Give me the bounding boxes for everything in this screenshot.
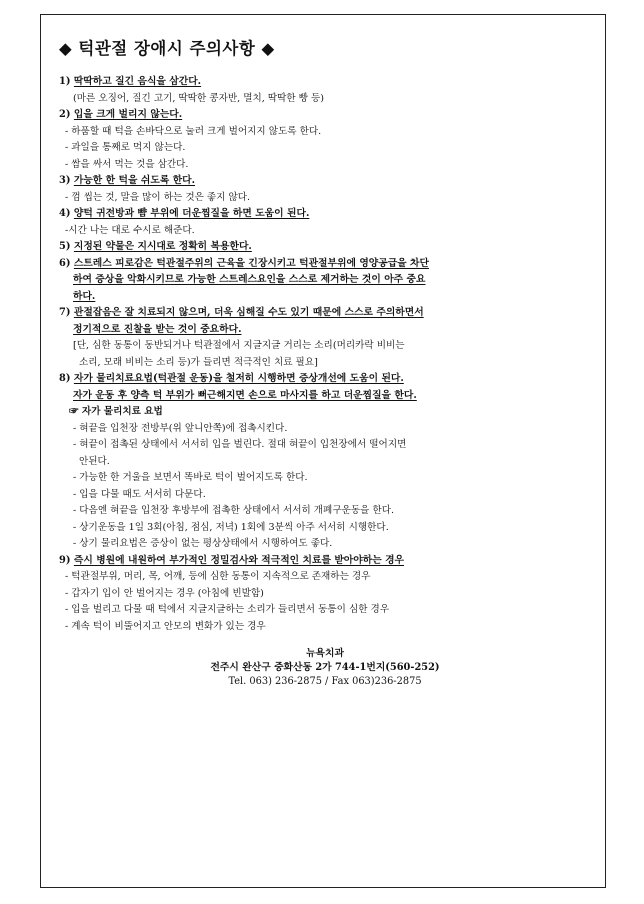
clinic-contact: Tel. 063) 236-2875 / Fax 063)236-2875 [228, 676, 422, 687]
item-8-heading: 8) 자가 물리치료요법(턱관절 운동)을 철저히 시행하면 증상개선에 도움이 된다. [59, 373, 404, 384]
item-7-note-1: [단, 심한 동통이 동반되거나 턱관절에서 지글지글 거리는 소리(머리카락 비비는 [73, 340, 405, 351]
item-3-detail: - 껌 씹는 것, 말을 많이 하는 것은 좋지 않다. [65, 191, 251, 203]
item-8-step-4: - 입을 다물 때도 서서히 다문다. [73, 488, 206, 500]
item-2-detail-1: - 하품할 때 턱을 손바닥으로 눌러 크게 벌어지지 않도록 한다. [65, 125, 322, 137]
document-frame [40, 14, 606, 888]
item-2-heading: 2) 입을 크게 벌리지 않는다. [59, 109, 183, 120]
clinic-name: 뉴욕치과 [306, 648, 344, 659]
item-8-step-6: - 상기운동을 1일 3회(아침, 점심, 저녁) 1회에 3분씩 아주 서서히 시행한다. [73, 521, 389, 533]
item-2-detail-2: - 과일을 통째로 먹지 않는다. [65, 142, 186, 153]
item-9-detail-2: - 갑자기 입이 안 벌어지는 경우 (아침에 빈발함) [65, 587, 264, 599]
item-6-heading: 6) 스트레스 피로감은 턱관절주위의 근육을 긴장시키고 턱관절부위에 영양공급을 차단 [59, 257, 429, 269]
item-1-detail: (마른 오징어, 질긴 고기, 딱딱한 콩자반, 멸치, 딱딱한 빵 등) [73, 92, 325, 104]
item-8-heading-cont: 자가 운동 후 양측 턱 부위가 뻐근해지면 손으로 마사지를 하고 더운찜질을 한다. [73, 389, 417, 401]
clinic-address: 전주시 완산구 중화산동 2가 744-1번지(560-252) [210, 662, 440, 673]
clinic-footer [59, 647, 591, 689]
item-7-note-2: 소리, 모래 비비는 소리 등)가 들리면 적극적인 치료 필요] [79, 356, 318, 368]
item-7-heading: 7) 관절잡음은 잘 치료되지 않으며, 더욱 심해질 수도 있기 때문에 스스로 주의하면서 [59, 307, 424, 318]
item-8-step-2-cont: 안된다. [79, 455, 110, 467]
item-9-detail-3: - 입을 벌리고 다물 때 턱에서 지글지글하는 소리가 들리면서 동통이 심한 경우 [65, 604, 390, 615]
item-8-step-3: - 가능한 한 거울을 보면서 똑바로 턱이 벌어지도록 한다. [73, 472, 308, 483]
item-1-heading: 1) 딱딱하고 질긴 음식을 삼간다. [59, 76, 202, 87]
document-title: ◆ 턱관절 장애시 주의사항 ◆ [59, 39, 275, 58]
item-6-heading-cont-2: 하다. [73, 290, 96, 302]
item-8-step-5: - 다음엔 혀끝을 입천장 후방부에 접촉한 상태에서 서서히 개폐구운동을 한다. [73, 505, 395, 516]
item-8-step-7: - 상기 물리요법은 증상이 없는 평상상태에서 시행하여도 좋다. [73, 538, 333, 549]
item-3-heading: 3) 가능한 한 턱을 쉬도록 한다. [59, 175, 196, 186]
item-4-heading: 4) 양턱 귀전방과 뺨 부위에 더운찜질을 하면 도움이 된다. [59, 208, 310, 219]
item-2-detail-3: - 쌈을 싸서 먹는 것을 삼간다. [65, 158, 189, 170]
item-9-detail-1: - 턱관절부위, 머리, 목, 어깨, 등에 심한 동통이 지속적으로 존재하는 경우 [65, 571, 371, 582]
self-therapy-subheading: ☞ 자가 물리치료 요법 [69, 406, 163, 417]
item-5-heading: 5) 지정된 약물은 지시대로 정확히 복용한다. [59, 241, 252, 252]
item-6-heading-cont-1: 하여 증상을 악화시키므로 가능한 스트레스요인을 스스로 제거하는 것이 아주 중요 [73, 274, 426, 285]
item-7-heading-cont: 정기적으로 진찰을 받는 것이 중요하다. [73, 323, 242, 335]
item-4-detail: -시간 나는 대로 수시로 해준다. [65, 224, 195, 236]
item-9-detail-4: - 계속 턱이 비뚤어지고 안모의 변화가 있는 경우 [65, 620, 266, 632]
item-9-heading: 9) 즉시 병원에 내원하여 부가적인 정밀검사와 적극적인 치료를 받아야하는 경우 [59, 554, 405, 566]
item-8-step-2: - 혀끝이 접촉된 상태에서 서서히 입을 벌린다. 절대 혀끝이 입천장에서 떨어지면 [73, 439, 407, 450]
document-content [59, 35, 591, 689]
item-8-step-1: - 혀끝을 입천장 전방부(위 앞니안쪽)에 접촉시킨다. [73, 422, 288, 434]
